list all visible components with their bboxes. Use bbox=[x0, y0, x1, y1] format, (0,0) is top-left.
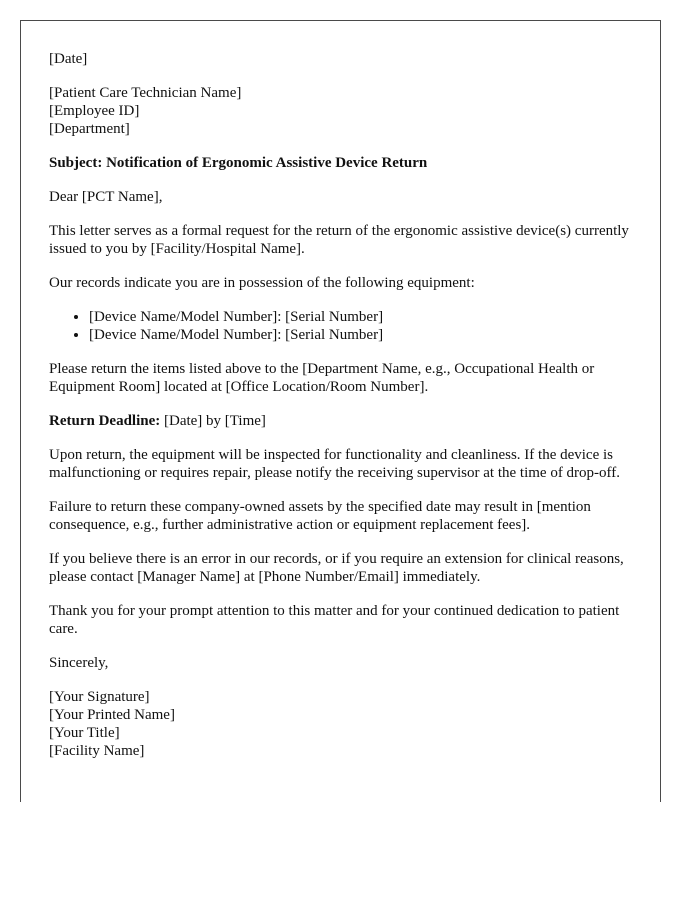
subject-line bbox=[49, 154, 632, 172]
sender-signature: [Your Signature] bbox=[49, 689, 150, 705]
deadline-label: Return Deadline: bbox=[49, 413, 161, 429]
recipient-employee-id: [Employee ID] bbox=[49, 103, 140, 119]
equipment-list bbox=[49, 308, 632, 344]
paragraph-intro: This letter serves as a formal request for the return of the ergonomic assistive device(s) currently issued to you by [Facility/Hospital Name]. bbox=[49, 223, 629, 257]
equipment-item: • [Device Name/Model Number]: [Serial Number] bbox=[89, 308, 632, 326]
sender-block bbox=[49, 688, 632, 760]
paragraph-return-location: Please return the items listed above to the [Department Name, e.g., Occupational Health or Equipment Room] located at [Office Location/Room Number]. bbox=[49, 361, 595, 395]
subject-text: Subject: Notification of Ergonomic Assistive Device Return bbox=[49, 155, 428, 171]
recipient-department: [Department] bbox=[49, 121, 130, 137]
paragraph-error: If you believe there is an error in our records, or if you require an extension for clinical reasons, please contact [Manager Name] at [Phone Number/Email] immediately. bbox=[49, 551, 624, 585]
paragraph-failure: Failure to return these company-owned assets by the specified date may result in [mention consequence, e.g., further administrative action or equipment replacement fees]. bbox=[49, 499, 591, 533]
recipient-block bbox=[49, 84, 632, 138]
salutation: Dear [PCT Name], bbox=[49, 189, 163, 205]
letter-date: [Date] bbox=[49, 51, 88, 67]
recipient-name: [Patient Care Technician Name] bbox=[49, 85, 242, 101]
sender-title: [Your Title] bbox=[49, 725, 120, 741]
letter-page bbox=[20, 20, 661, 802]
paragraph-inspection: Upon return, the equipment will be inspected for functionality and cleanliness. If the device is malfunctioning or requires repair, please notify the receiving supervisor at the time of drop-off. bbox=[49, 447, 621, 481]
return-deadline bbox=[49, 412, 632, 430]
sender-printed-name: [Your Printed Name] bbox=[49, 707, 175, 723]
paragraph-records: Our records indicate you are in possession of the following equipment: bbox=[49, 275, 475, 291]
equipment-item: • [Device Name/Model Number]: [Serial Number] bbox=[89, 326, 632, 344]
closing: Sincerely, bbox=[49, 655, 109, 671]
deadline-value: [Date] by [Time] bbox=[160, 413, 266, 429]
sender-facility: [Facility Name] bbox=[49, 743, 145, 759]
paragraph-thanks: Thank you for your prompt attention to this matter and for your continued dedication to patient care. bbox=[49, 603, 620, 637]
